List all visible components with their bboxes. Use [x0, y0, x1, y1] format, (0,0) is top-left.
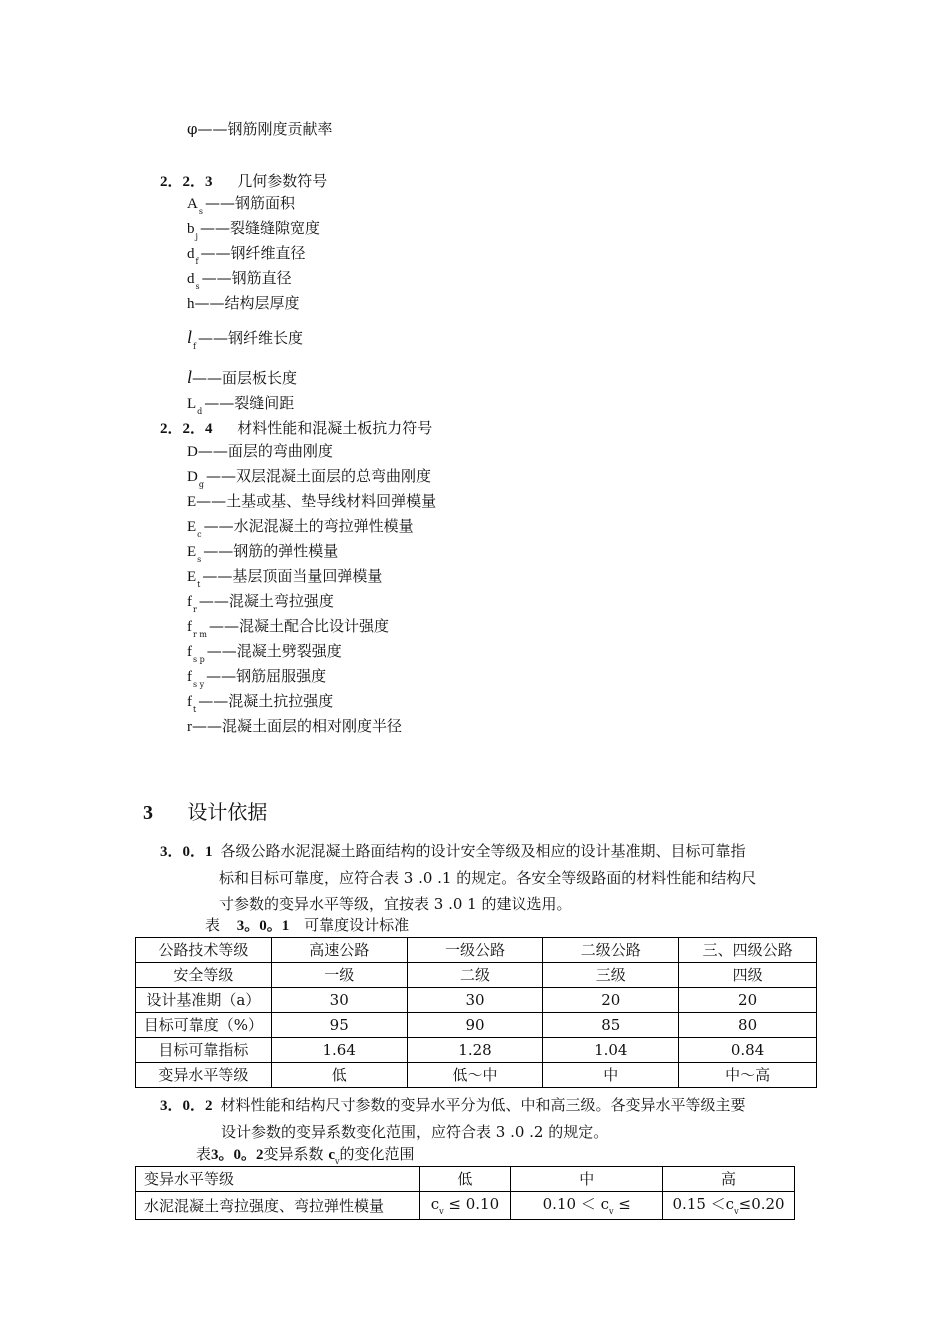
table-row	[136, 1013, 817, 1038]
table-caption	[196, 1143, 415, 1164]
symbol-subscript: t	[193, 705, 197, 714]
table-cell-mid: $0.10 < c_v$ ≤	[511, 1192, 663, 1220]
table-header-cell: 公路技术等级	[136, 938, 272, 963]
symbol-item	[187, 567, 382, 588]
symbol-letter: r	[187, 719, 192, 735]
symbol-subscript: s y	[193, 680, 205, 689]
table-cell: 1.64	[271, 1038, 407, 1063]
caption-title: 变异系数	[263, 1145, 324, 1163]
symbol-letter: b	[187, 221, 195, 237]
symbol-subscript: j	[195, 232, 198, 241]
table-cell: 低～中	[407, 1063, 543, 1088]
symbol-subscript: r m	[193, 630, 207, 639]
table-cell: 1.28	[407, 1038, 543, 1063]
symbol-letter: f	[187, 594, 192, 610]
caption-prefix: 表	[205, 916, 221, 934]
caption-title: 可靠度设计标准	[304, 916, 410, 934]
symbol-description: ——双层混凝土面层的总弯曲刚度	[205, 467, 431, 485]
symbol-subscript: s	[198, 207, 203, 216]
symbol-description: ——混凝土抗拉强度	[198, 692, 334, 710]
symbol-description: ——钢纤维长度	[197, 329, 303, 347]
table-cell: 二级	[407, 963, 543, 988]
symbol-description: ——钢筋直径	[201, 269, 292, 287]
paragraph-line: 各级公路水泥混凝土路面结构的设计安全等级及相应的设计基准期、目标可靠指	[220, 842, 746, 860]
symbol-item	[187, 219, 320, 240]
symbol-item	[187, 617, 389, 638]
symbol-item	[187, 542, 338, 563]
symbol-subscript: f	[193, 342, 196, 351]
table-header-cell: 中	[511, 1167, 663, 1192]
table-cell: 安全等级	[136, 963, 272, 988]
table-cell: 20	[543, 988, 679, 1013]
paragraph-3-0-1	[160, 838, 756, 917]
symbol-item	[187, 492, 436, 511]
paragraph-line: 寸参数的变异水平等级，宜按表 3 .0 1 的建议选用。	[219, 895, 572, 913]
section-number: 2．2．4	[160, 421, 213, 437]
symbol-letter: h	[187, 296, 195, 312]
symbol-item	[187, 328, 303, 350]
table-cell: 设计基准期（a）	[136, 988, 272, 1013]
symbol-letter: f	[187, 694, 192, 710]
symbol-description: ——钢筋的弹性模量	[203, 542, 339, 560]
table-header-row	[136, 1167, 795, 1192]
caption-symbol: c	[328, 1147, 335, 1163]
table-cell: 0.84	[679, 1038, 817, 1063]
chapter-3-heading	[143, 796, 267, 825]
symbol-subscript: f	[195, 257, 199, 266]
paragraph-3-0-2	[160, 1092, 746, 1145]
symbol-subscript: s	[195, 282, 200, 291]
symbol-letter: f	[187, 644, 192, 660]
caption-number: 3。0。1	[236, 918, 290, 934]
symbol-subscript: s p	[193, 655, 205, 664]
table-cell-low: $c_v \le 0.10$	[419, 1192, 511, 1220]
symbol-description: ——土基或基、垫导线材料回弹模量	[196, 492, 437, 510]
symbol-letter: A	[187, 196, 198, 212]
table-header-cell: 高	[663, 1167, 795, 1192]
reliability-table	[135, 937, 817, 1088]
table-header-cell: 三、四级公路	[679, 938, 817, 963]
symbol-description: ——基层顶面当量回弹模量	[202, 567, 383, 585]
symbol-item	[187, 467, 431, 488]
symbol-description: ——混凝土配合比设计强度	[208, 617, 389, 635]
symbol-item	[187, 244, 305, 265]
table-header-row	[136, 938, 817, 963]
table-cell: 三级	[543, 963, 679, 988]
table-header-cell: 二级公路	[543, 938, 679, 963]
table-header-cell: 低	[419, 1167, 511, 1192]
symbol-description: ——水泥混凝土的弯拉弹性模量	[203, 517, 414, 535]
symbol-description: ——裂缝缝隙宽度	[199, 219, 320, 237]
table-cell: 目标可靠指标	[136, 1038, 272, 1063]
symbol-subscript: r	[193, 605, 197, 614]
symbol-letter: D	[187, 444, 198, 460]
symbol-subscript: g	[198, 480, 204, 489]
symbol-letter: E	[187, 494, 197, 510]
symbol-letter: l	[187, 327, 193, 347]
section-title: 几何参数符号	[237, 172, 328, 190]
symbol-letter: d	[187, 271, 195, 287]
symbol-item	[187, 194, 295, 215]
symbol-item	[187, 269, 292, 290]
symbol-letter: l	[187, 367, 193, 387]
table-cell: 30	[271, 988, 407, 1013]
symbol-subscript: s	[197, 555, 202, 564]
symbol-item	[187, 592, 334, 613]
table-row	[136, 1063, 817, 1088]
caption-prefix: 表	[196, 1145, 212, 1163]
table-cell: 四级	[679, 963, 817, 988]
table-row	[136, 963, 817, 988]
table-cell: 85	[543, 1013, 679, 1038]
symbol-item	[187, 294, 300, 313]
table-header-cell: 变异水平等级	[136, 1167, 420, 1192]
variation-table	[135, 1166, 795, 1220]
symbol-letter: L	[187, 396, 197, 412]
symbol-item	[187, 667, 326, 688]
caption-end: 的变化范围	[339, 1145, 415, 1163]
symbol-subscript: c	[197, 530, 202, 539]
caption-subscript: v	[335, 1157, 340, 1166]
table-cell: 变异水平等级	[136, 1063, 272, 1088]
table-cell: 95	[271, 1013, 407, 1038]
symbol-letter: E	[187, 569, 197, 585]
symbol-description: ——混凝土劈裂强度	[206, 642, 342, 660]
symbol-item	[187, 692, 333, 713]
symbol-description: ——混凝土弯拉强度	[198, 592, 334, 610]
symbol-item	[187, 442, 333, 461]
section-2-2-3-heading	[160, 170, 327, 191]
table-header-cell: 一级公路	[407, 938, 543, 963]
table-cell: 80	[679, 1013, 817, 1038]
symbol-letter: E	[187, 519, 197, 535]
table-cell: 一级	[271, 963, 407, 988]
section-number: 2．2．3	[160, 174, 213, 190]
symbol-subscript: d	[197, 407, 203, 416]
table-cell: 30	[407, 988, 543, 1013]
paragraph-line: 材料性能和结构尺寸参数的变异水平分为低、中和高三级。各变异水平等级主要	[220, 1096, 746, 1114]
table-cell: 1.04	[543, 1038, 679, 1063]
clause-number: 3．0．1	[160, 844, 213, 860]
symbol-description: ——钢筋屈服强度	[206, 667, 327, 685]
symbol-description: ——结构层厚度	[194, 294, 300, 312]
symbol-letter: D	[187, 469, 198, 485]
symbol-description: ——钢筋面积	[204, 194, 295, 212]
table-cell: 目标可靠度（%）	[136, 1013, 272, 1038]
table-cell: 20	[679, 988, 817, 1013]
table-cell: 水泥混凝土弯拉强度、弯拉弹性模量	[136, 1192, 420, 1220]
paragraph-line: 标和目标可靠度，应符合表 3 .0 .1 的规定。各安全等级路面的材料性能和结构尺	[219, 869, 757, 887]
symbol-description: ——钢纤维直径	[200, 244, 306, 262]
chapter-title: 设计依据	[187, 800, 268, 824]
symbol-item	[187, 368, 297, 387]
symbol-phi: φ——钢筋刚度贡献率	[187, 120, 333, 138]
table-cell: 90	[407, 1013, 543, 1038]
symbol-item	[187, 517, 414, 538]
symbol-letter: f	[187, 669, 192, 685]
paragraph-line: 设计参数的变异系数变化范围，应符合表 3 .0 .2 的规定。	[221, 1123, 609, 1141]
symbol-subscript: t	[197, 580, 201, 589]
table-row	[136, 1192, 795, 1220]
table-row	[136, 988, 817, 1013]
section-title: 材料性能和混凝土板抗力符号	[237, 419, 433, 437]
table-cell-high: $0.15 <c_v\le 0.20$	[663, 1192, 795, 1220]
symbol-item	[187, 642, 342, 663]
table-cell: 中	[543, 1063, 679, 1088]
symbol-description: ——混凝土面层的相对刚度半径	[192, 717, 403, 735]
table-header-cell: 高速公路	[271, 938, 407, 963]
symbol-letter: d	[187, 246, 195, 262]
table-cell: 低	[271, 1063, 407, 1088]
table-row	[136, 1038, 817, 1063]
section-2-2-4-heading	[160, 417, 432, 438]
symbol-letter: f	[187, 619, 192, 635]
caption-number: 3。0。2	[211, 1147, 264, 1163]
symbol-description: ——裂缝间距	[204, 394, 295, 412]
chapter-number: 3	[143, 802, 153, 824]
table-cell: 中～高	[679, 1063, 817, 1088]
clause-number: 3．0．2	[160, 1098, 213, 1114]
symbol-description: ——面层的弯曲刚度	[197, 442, 333, 460]
symbol-item	[187, 394, 294, 415]
table-caption	[205, 914, 409, 935]
symbol-item	[187, 717, 402, 736]
symbol-description: ——面层板长度	[192, 369, 298, 387]
symbol-letter: E	[187, 544, 197, 560]
